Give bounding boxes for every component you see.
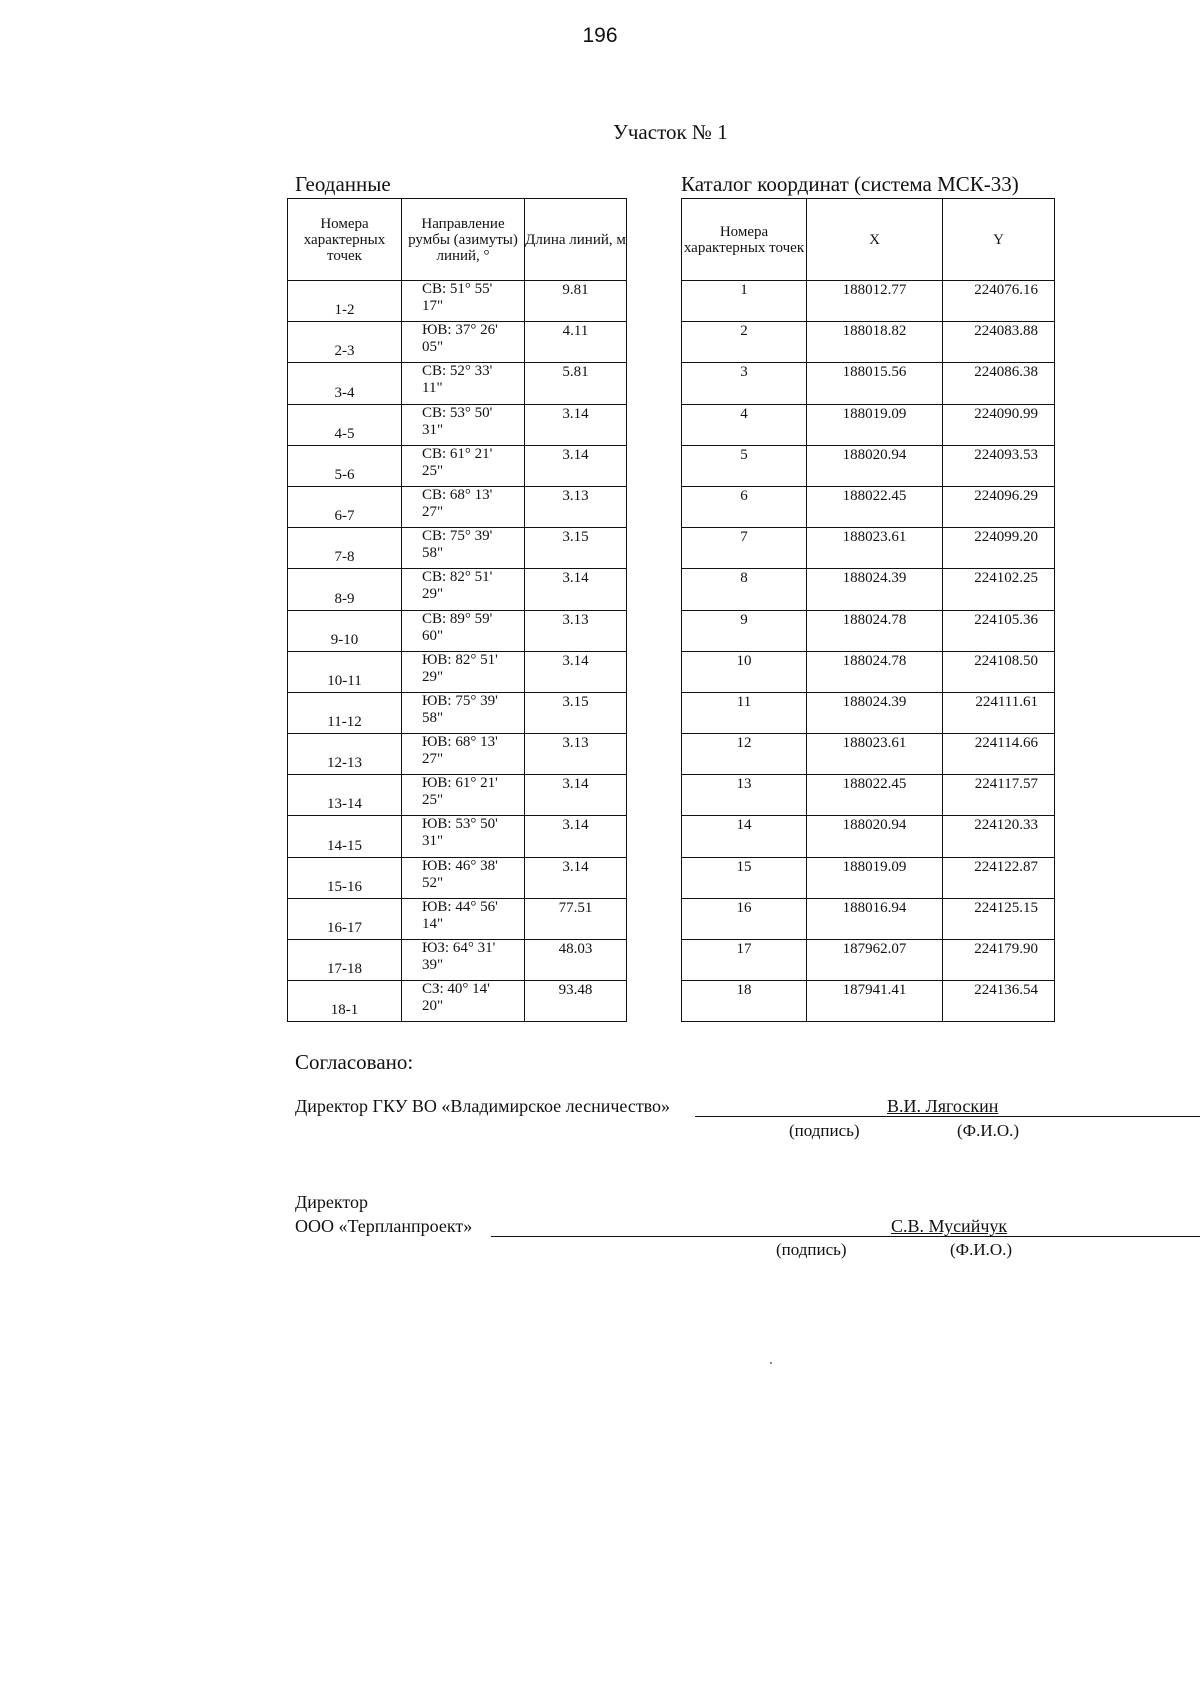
direction-seconds: 58" [422,709,444,726]
coord-x: 188024.39 [807,692,943,733]
segment-points: 16-17 [288,898,402,939]
table-row [288,816,627,857]
segment-points: 9-10 [288,610,402,651]
point-number: 13 [682,775,807,816]
direction-seconds: 29" [422,668,444,685]
direction-degrees: СВ: 82° 51' [422,569,493,586]
table-row [682,610,1055,651]
segment-direction [402,981,525,1022]
segment-points: 13-14 [288,775,402,816]
segment-points: 7-8 [288,528,402,569]
point-number: 2 [682,322,807,363]
direction-degrees: ЮВ: 75° 39' [422,692,498,709]
signer2-fio-label: (Ф.И.О.) [950,1240,1013,1259]
signer1-position: Директор ГКУ ВО «Владимирское лесничество» [295,1096,671,1116]
direction-seconds: 11" [422,380,443,397]
signer1-sign-label: (подпись) [789,1121,860,1140]
segment-direction [402,940,525,981]
coord-x: 188024.78 [807,610,943,651]
point-number: 8 [682,569,807,610]
coord-y: 224076.16 [943,281,1055,322]
segment-direction [402,486,525,527]
plot-title: Участок № 1 [613,120,728,144]
table-row [288,692,627,733]
coord-x: 188016.94 [807,898,943,939]
direction-seconds: 05" [422,339,444,356]
direction-seconds: 25" [422,462,444,479]
segment-direction [402,898,525,939]
direction-degrees: ЮВ: 68° 13' [422,734,498,751]
direction-degrees: СВ: 52° 33' [422,363,493,380]
table-row [288,734,627,775]
table-row [288,898,627,939]
coord-x: 188024.78 [807,651,943,692]
coord-y: 224105.36 [943,610,1055,651]
segment-length: 3.13 [525,734,627,775]
table-row [288,651,627,692]
coord-x: 188020.94 [807,816,943,857]
header-direction: Направление румбы (азимуты) линий, ° [402,199,525,281]
table-row [288,486,627,527]
table-row [682,322,1055,363]
direction-seconds: 25" [422,792,444,809]
segment-points: 14-15 [288,816,402,857]
signer2-name: С.В. Мусийчук [891,1216,1008,1236]
signer2-sign-label: (подпись) [776,1240,847,1259]
segment-length: 3.13 [525,486,627,527]
direction-seconds: 31" [422,421,444,438]
coord-y: 224090.99 [943,404,1055,445]
coord-x: 188019.09 [807,404,943,445]
point-number: 6 [682,486,807,527]
segment-points: 5-6 [288,445,402,486]
direction-degrees: ЮВ: 37° 26' [422,322,498,339]
coord-x: 188023.61 [807,734,943,775]
segment-length: 4.11 [525,322,627,363]
point-number: 16 [682,898,807,939]
segment-direction [402,528,525,569]
direction-degrees: СВ: 68° 13' [422,486,493,503]
segment-length: 77.51 [525,898,627,939]
geodata-body [288,281,627,1022]
direction-seconds: 58" [422,545,444,562]
segment-length: 3.15 [525,692,627,733]
segment-length: 5.81 [525,363,627,404]
table-row [682,734,1055,775]
table-row [682,569,1055,610]
coord-x: 187941.41 [807,981,943,1022]
direction-seconds: 20" [422,998,444,1015]
segment-direction [402,651,525,692]
point-number: 15 [682,857,807,898]
segment-points: 11-12 [288,692,402,733]
segment-points: 6-7 [288,486,402,527]
direction-seconds: 60" [422,627,444,644]
segment-length: 3.14 [525,857,627,898]
table-row [682,692,1055,733]
coord-x: 188012.77 [807,281,943,322]
direction-degrees: ЮВ: 46° 38' [422,857,498,874]
segment-points: 8-9 [288,569,402,610]
direction-seconds: 17" [422,298,444,314]
table-row [288,363,627,404]
direction-degrees: ЮЗ: 64° 31' [422,940,496,956]
coord-y: 224086.38 [943,363,1055,404]
segment-points: 10-11 [288,651,402,692]
direction-degrees: ЮВ: 61° 21' [422,775,498,792]
point-number: 4 [682,404,807,445]
table-row [682,486,1055,527]
direction-seconds: 39" [422,957,444,973]
header-y: Y [943,199,1055,281]
direction-degrees: СВ: 89° 59' [422,610,493,627]
direction-degrees: СЗ: 40° 14' [422,981,490,998]
coord-x: 188020.94 [807,445,943,486]
direction-seconds: 27" [422,751,444,768]
coord-y: 224083.88 [943,322,1055,363]
table-row [682,363,1055,404]
table-row [682,445,1055,486]
direction-degrees: ЮВ: 44° 56' [422,898,498,915]
table-row [682,857,1055,898]
direction-degrees: СВ: 51° 55' [422,281,493,297]
segment-direction [402,857,525,898]
coord-x: 188024.39 [807,569,943,610]
segment-points: 4-5 [288,404,402,445]
signer1-name: В.И. Лягоскин [887,1096,999,1116]
catalog-header-row [682,199,1055,281]
coord-x: 188018.82 [807,322,943,363]
segment-direction [402,322,525,363]
table-row [682,898,1055,939]
segment-direction [402,610,525,651]
table-row [288,528,627,569]
point-number: 1 [682,281,807,322]
segment-direction [402,692,525,733]
coord-x: 188015.56 [807,363,943,404]
table-row [288,940,627,981]
segment-length: 3.13 [525,610,627,651]
signature-block-2 [295,1216,1008,1237]
coord-y: 224125.15 [943,898,1055,939]
point-number: 18 [682,981,807,1022]
table-row [682,940,1055,981]
geodata-table [287,198,627,1022]
table-row [288,775,627,816]
direction-seconds: 31" [422,833,444,850]
table-row [288,445,627,486]
table-row [682,528,1055,569]
coord-x: 188022.45 [807,775,943,816]
coord-y: 224108.50 [943,651,1055,692]
segment-direction [402,404,525,445]
point-number: 11 [682,692,807,733]
direction-degrees: СВ: 61° 21' [422,445,493,462]
coord-x: 187962.07 [807,940,943,981]
segment-direction [402,445,525,486]
segment-points: 17-18 [288,940,402,981]
segment-direction [402,281,525,322]
segment-points: 1-2 [288,281,402,322]
geodata-caption: Геоданные [295,172,391,196]
coord-y: 224099.20 [943,528,1055,569]
table-row [682,404,1055,445]
segment-direction [402,569,525,610]
direction-seconds: 29" [422,586,444,603]
point-number: 10 [682,651,807,692]
signature-line [491,1236,1200,1237]
point-number: 17 [682,940,807,981]
direction-seconds: 27" [422,503,444,520]
geodata-header-row [288,199,627,281]
point-number: 14 [682,816,807,857]
catalog-table [681,198,1055,1022]
table-row [288,981,627,1022]
segment-length: 3.14 [525,404,627,445]
coord-y: 224114.66 [943,734,1055,775]
coord-y: 224102.25 [943,569,1055,610]
segment-points: 18-1 [288,981,402,1022]
segment-direction [402,734,525,775]
coord-y: 224111.61 [943,692,1055,733]
catalog-caption: Каталог координат (система МСК-33) [681,172,1019,196]
table-row [288,569,627,610]
header-points: Номера характерных точек [682,199,807,281]
segment-length: 3.14 [525,816,627,857]
signer1-fio-label: (Ф.И.О.) [957,1121,1020,1140]
segment-length: 3.14 [525,651,627,692]
table-row [682,281,1055,322]
coord-x: 188023.61 [807,528,943,569]
table-row [682,816,1055,857]
page-number: 196 [582,24,618,47]
table-row [288,610,627,651]
table-row [682,775,1055,816]
segment-points: 2-3 [288,322,402,363]
segment-points: 3-4 [288,363,402,404]
table-row [288,281,627,322]
direction-seconds: 14" [422,915,444,932]
coord-y: 224120.33 [943,816,1055,857]
segment-direction [402,816,525,857]
header-length: Длина линий, м [525,199,627,281]
table-row [682,651,1055,692]
table-row [288,857,627,898]
segment-length: 3.14 [525,569,627,610]
direction-seconds: 52" [422,874,444,891]
coord-y: 224117.57 [943,775,1055,816]
segment-points: 15-16 [288,857,402,898]
segment-length: 3.14 [525,775,627,816]
coord-y: 224096.29 [943,486,1055,527]
direction-degrees: СВ: 75° 39' [422,528,493,545]
point-number: 3 [682,363,807,404]
segment-direction [402,775,525,816]
signer2-position-line1: Директор [295,1192,369,1212]
coord-y: 224179.90 [943,940,1055,981]
segment-length: 48.03 [525,940,627,981]
header-points: Номера характерных точек [288,199,402,281]
point-number: 5 [682,445,807,486]
coord-y: 224136.54 [943,981,1055,1022]
segment-points: 12-13 [288,734,402,775]
point-number: 7 [682,528,807,569]
header-x: X [807,199,943,281]
direction-degrees: СВ: 53° 50' [422,404,493,421]
signature-block-1 [295,1096,999,1117]
coord-x: 188019.09 [807,857,943,898]
segment-length: 3.15 [525,528,627,569]
segment-length: 93.48 [525,981,627,1022]
segment-length: 3.14 [525,445,627,486]
segment-length: 9.81 [525,281,627,322]
point-number: 9 [682,610,807,651]
segment-direction [402,363,525,404]
coord-y: 224093.53 [943,445,1055,486]
signer2-position-line2: ООО «Терпланпроект» [295,1216,473,1236]
direction-degrees: ЮВ: 82° 51' [422,651,498,668]
scan-speck [770,1362,772,1364]
table-row [288,322,627,363]
coord-x: 188022.45 [807,486,943,527]
catalog-body [682,281,1055,1022]
point-number: 12 [682,734,807,775]
table-row [682,981,1055,1022]
table-row [288,404,627,445]
approval-title: Согласовано: [295,1050,414,1074]
coord-y: 224122.87 [943,857,1055,898]
direction-degrees: ЮВ: 53° 50' [422,816,498,833]
